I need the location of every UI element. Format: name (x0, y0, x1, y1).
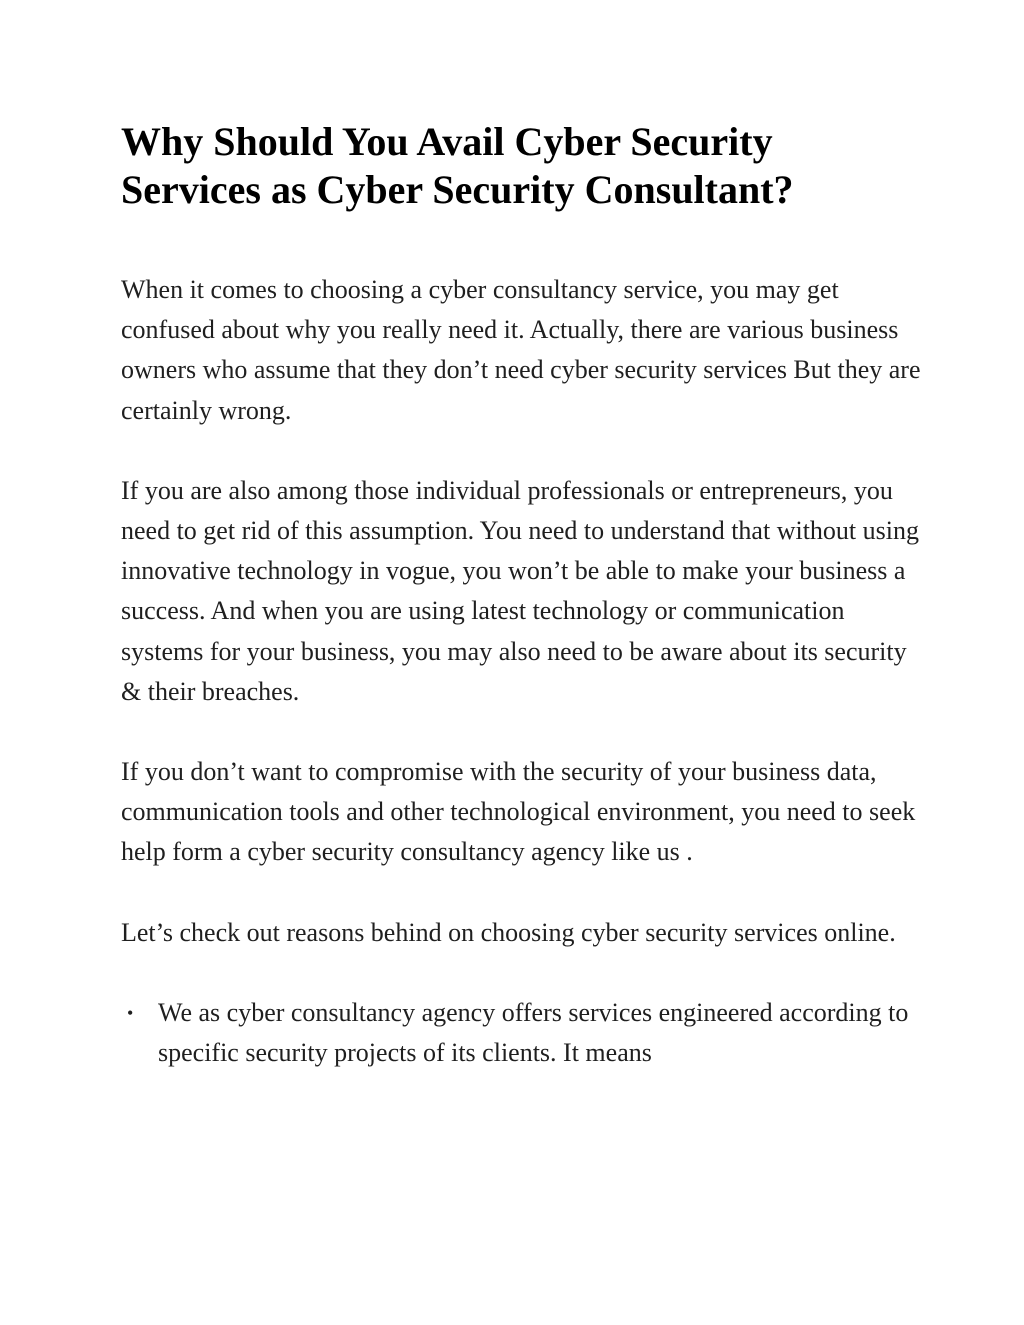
bullet-dot-icon: • (127, 1002, 134, 1023)
paragraph-3: If you don’t want to compromise with the security of your business data, communication tools and other technological environment, you need to seek help form a cyber security consultancy agency like us . (121, 757, 916, 867)
list-item (121, 993, 921, 1073)
list-item-text: We as cyber consultancy agency offers services engineered according to specific security projects of its clients. It means (158, 997, 909, 1068)
paragraph-1: When it comes to choosing a cyber consultancy service, you may get confused about why you really need it. Actually, there are various business owners who assume that they don’t need cyber security services But they are certainly wrong. (121, 275, 921, 425)
paragraph-4: Let’s check out reasons behind on choosing cyber security services online. (121, 917, 896, 947)
paragraph-2: If you are also among those individual professionals or entrepreneurs, you need to get rid of this assumption. You need to understand that without using innovative technology in vogue, you won’t be able to make your business a success. And when you are using latest technology or communication systems for your business, you may also need to be aware about its security & their breaches. (121, 475, 919, 706)
bullet-list (121, 993, 921, 1073)
article-title: Why Should You Avail Cyber Security Services as Cyber Security Consultant? (121, 119, 794, 212)
document-page (121, 118, 921, 1073)
